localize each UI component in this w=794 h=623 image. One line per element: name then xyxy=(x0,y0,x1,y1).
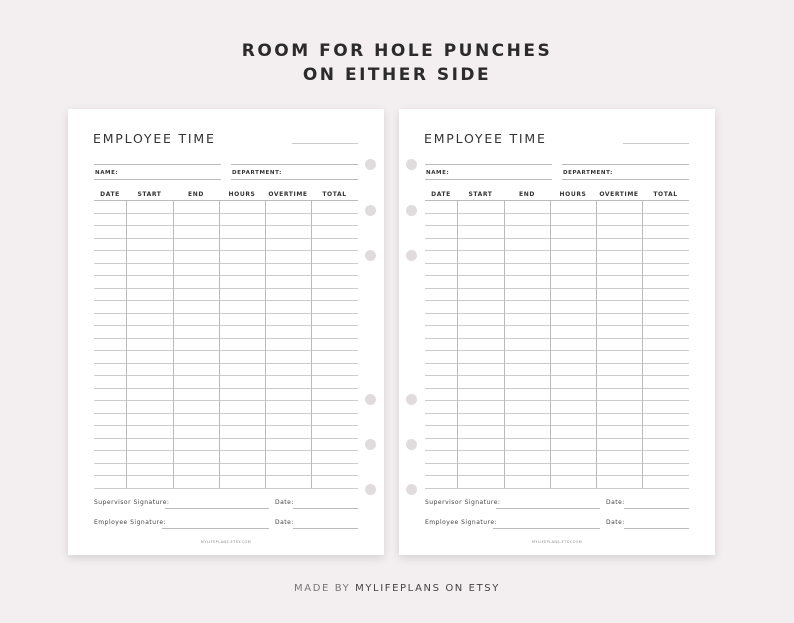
column-header: START xyxy=(137,191,162,198)
column-divider xyxy=(504,201,505,488)
table-row xyxy=(94,289,358,302)
table-row xyxy=(94,464,358,477)
supervisor-signature-line xyxy=(496,508,600,509)
heading-line-1: ROOM FOR HOLE PUNCHES xyxy=(241,41,553,61)
punch-hole-icon xyxy=(365,439,376,450)
punch-hole-icon xyxy=(406,439,417,450)
table-row xyxy=(425,264,689,277)
table-row xyxy=(425,201,689,214)
table-row xyxy=(425,389,689,402)
table-header xyxy=(425,191,689,198)
supervisor-date-label: Date: xyxy=(275,499,294,506)
table-row xyxy=(425,339,689,352)
table-row xyxy=(94,376,358,389)
table-row xyxy=(425,451,689,464)
table-row xyxy=(425,251,689,264)
sheet-title: EMPLOYEE TIME xyxy=(93,131,216,146)
table-row xyxy=(425,476,689,489)
column-header: TOTAL xyxy=(322,191,347,198)
table-row xyxy=(94,364,358,377)
column-divider xyxy=(642,201,643,488)
punch-hole-icon xyxy=(365,394,376,405)
column-divider xyxy=(173,201,174,488)
table-row xyxy=(94,476,358,489)
table-row xyxy=(94,226,358,239)
table-row xyxy=(425,301,689,314)
punch-hole-icon xyxy=(406,394,417,405)
left-sheet xyxy=(68,109,384,555)
employee-date-label: Date: xyxy=(606,519,625,526)
table-row xyxy=(425,351,689,364)
table-row xyxy=(425,314,689,327)
punch-hole-icon xyxy=(406,250,417,261)
punch-hole-icon xyxy=(406,484,417,495)
table-row xyxy=(94,389,358,402)
column-divider xyxy=(457,201,458,488)
table-row xyxy=(425,376,689,389)
table-row xyxy=(94,239,358,252)
table-row xyxy=(425,439,689,452)
column-header: HOURS xyxy=(559,191,587,198)
column-divider xyxy=(596,201,597,488)
employee-date-line xyxy=(624,528,689,529)
table-row xyxy=(94,426,358,439)
column-header: DATE xyxy=(100,191,120,198)
table-row xyxy=(425,239,689,252)
brand-url: MYLIFEPLANS.ETSY.COM xyxy=(531,540,583,544)
employee-signature-label: Employee Signature: xyxy=(94,519,167,526)
time-table xyxy=(94,200,358,488)
table-row xyxy=(425,364,689,377)
employee-signature-label: Employee Signature: xyxy=(425,519,498,526)
table-row xyxy=(425,414,689,427)
column-header: TOTAL xyxy=(653,191,678,198)
title-line xyxy=(623,143,689,144)
supervisor-date-line xyxy=(624,508,689,509)
supervisor-signature-line xyxy=(165,508,269,509)
employee-signature-line xyxy=(162,528,269,529)
column-divider xyxy=(550,201,551,488)
name-field: NAME: xyxy=(94,164,221,180)
punch-hole-icon xyxy=(365,484,376,495)
table-row xyxy=(94,314,358,327)
table-row xyxy=(425,464,689,477)
column-divider xyxy=(265,201,266,488)
supervisor-date-label: Date: xyxy=(606,499,625,506)
punch-hole-icon xyxy=(406,159,417,170)
table-header xyxy=(94,191,358,198)
table-row xyxy=(94,326,358,339)
column-header: END xyxy=(519,191,535,198)
table-row xyxy=(425,276,689,289)
sheet-title: EMPLOYEE TIME xyxy=(424,131,547,146)
punch-hole-icon xyxy=(365,250,376,261)
table-row xyxy=(425,326,689,339)
column-header: HOURS xyxy=(228,191,256,198)
heading-line-2: ON EITHER SIDE xyxy=(302,65,492,85)
time-table xyxy=(425,200,689,488)
supervisor-signature-label: Supervisor Signature: xyxy=(425,499,501,506)
right-sheet xyxy=(399,109,715,555)
column-divider xyxy=(311,201,312,488)
column-header: END xyxy=(188,191,204,198)
supervisor-date-line xyxy=(293,508,358,509)
column-divider xyxy=(126,201,127,488)
column-divider xyxy=(219,201,220,488)
department-field: DEPARTMENT: xyxy=(231,164,358,180)
column-header: DATE xyxy=(431,191,451,198)
supervisor-signature-label: Supervisor Signature: xyxy=(94,499,170,506)
table-row xyxy=(94,451,358,464)
column-header: START xyxy=(468,191,493,198)
table-row xyxy=(94,264,358,277)
table-row xyxy=(94,414,358,427)
table-row xyxy=(94,201,358,214)
punch-hole-icon xyxy=(365,205,376,216)
table-row xyxy=(94,251,358,264)
table-row xyxy=(425,226,689,239)
table-row xyxy=(94,439,358,452)
table-row xyxy=(94,214,358,227)
table-row xyxy=(425,401,689,414)
table-row xyxy=(425,214,689,227)
footer-prefix: MADE BY xyxy=(294,583,356,594)
department-field: DEPARTMENT: xyxy=(562,164,689,180)
footer-brand: MYLIFEPLANS ON ETSY xyxy=(355,583,500,594)
column-header: OVERTIME xyxy=(268,191,308,198)
table-row xyxy=(94,401,358,414)
punch-hole-icon xyxy=(365,159,376,170)
punch-hole-icon xyxy=(406,205,417,216)
name-field: NAME: xyxy=(425,164,552,180)
footer-credit xyxy=(0,583,794,594)
heading xyxy=(0,39,794,87)
table-row xyxy=(94,351,358,364)
table-row xyxy=(425,289,689,302)
brand-url: MYLIFEPLANS.ETSY.COM xyxy=(200,540,252,544)
employee-date-line xyxy=(293,528,358,529)
table-row xyxy=(94,276,358,289)
table-row xyxy=(94,301,358,314)
column-header: OVERTIME xyxy=(599,191,639,198)
employee-signature-line xyxy=(493,528,600,529)
employee-date-label: Date: xyxy=(275,519,294,526)
table-row xyxy=(425,426,689,439)
table-row xyxy=(94,339,358,352)
title-line xyxy=(292,143,358,144)
